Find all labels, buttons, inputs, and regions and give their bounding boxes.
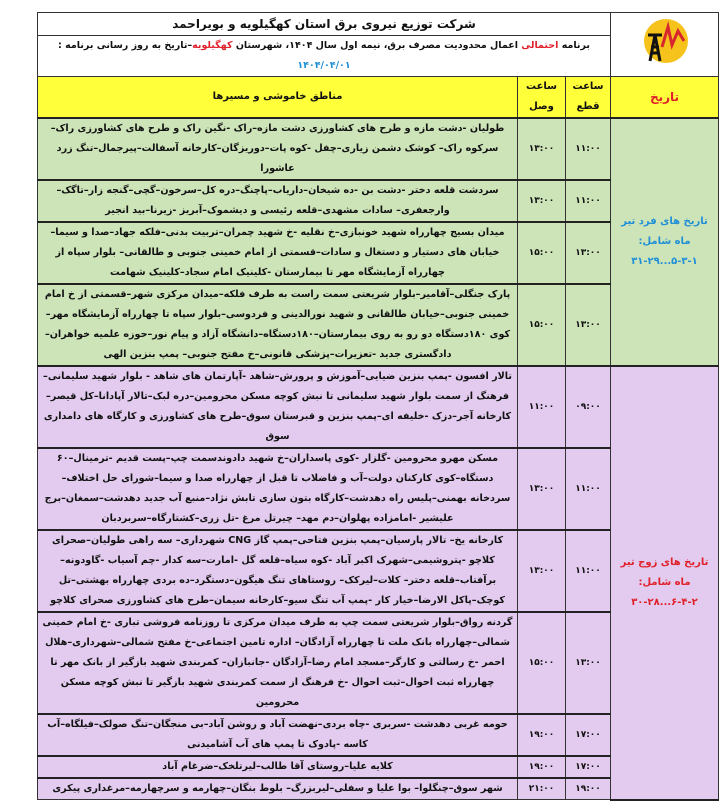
- outage-schedule-table: [37, 12, 719, 801]
- connect-time: ۱۵:۰۰: [518, 222, 566, 284]
- subtitle-highlight: احتمالی: [521, 40, 559, 51]
- areas-text: تالار افسون -پمپ بنزین ضیایی–آموزش و پرورش–شاهد -آپارتمان های شاهد - بلوار شهید سلیمانی–فرهنگ از سمت بلوار شهید سلیمانی تا نبش کوچه مسکن محرومین–دره لبک–تالار آپادانا–کل قیصر–کارخانه آجر–دزک -خلیفه ای–پمپ بنزین و قبرستان سوق–طرح های کشاورزی و کارگاه های دامداری سوق: [38, 366, 518, 448]
- areas-text: طولیان -دشت مازه و طرح های کشاورزی دشت مازه–راک -نگین راک و طرح های کشاورزی راک–سرکوه راک– کوشک دشمن زیاری–چفل -کوه پات–دوریزگان–کارخانه آسفالت–پیرجمال–تنگ زرد عاشورا: [38, 118, 518, 180]
- subtitle-city: کهگیلویه: [192, 40, 233, 51]
- connect-time: ۲۱:۰۰: [518, 778, 566, 800]
- group-dates: ۶-۴-۲...۳۰-۲۸: [631, 596, 698, 608]
- power-tower-logo-icon: [640, 17, 690, 65]
- column-header-areas: مناطق خاموشی و مسیرها: [38, 77, 518, 119]
- areas-text: حومه غربی دهدشت -سربری -چاه بردی–نهضت آباد و روشن آباد–بی منجگان–تنگ صولک–فیلگاه–آب کاسه -پادوک تا پمپ های آب آشامیدنی: [38, 714, 518, 756]
- connect-time: ۱۹:۰۰: [518, 714, 566, 756]
- column-header-connect: ساعت وصل: [518, 77, 566, 119]
- connect-time: ۱۳:۰۰: [518, 530, 566, 612]
- update-date: ۱۴۰۴/۰۴/۰۱: [297, 60, 351, 71]
- subtitle-text: برنامه: [558, 40, 590, 51]
- subtitle-text: اعمال محدودیت مصرف برق، نیمه اول سال ۱۴۰۴، شهرستان: [232, 40, 522, 51]
- areas-text: کلایه علیا–روستای آقا طالب–لیرتلخک–ضرغام آباد: [38, 756, 518, 778]
- connect-time: ۱۱:۰۰: [518, 366, 566, 448]
- connect-time: ۱۵:۰۰: [518, 612, 566, 714]
- group-label: تاریخ های زوج تیر ماه شامل:: [620, 556, 709, 588]
- areas-text: کارخانه یخ– تالار پارسیان–پمپ بنزین فتاحی–پمپ گاز CNG شهرداری– سه راهی طولیان–صحرای کلاچو -پتروشیمی–شهرک اکبر آباد -کوه سیاه–قلعه گل -امارت–سه کدار -چم آسیاب -گاودونه–برآفتاب–قلعه دختر– کلات–لیرکک– روستاهای تنگ هیگون–دستگرد–ده بردی چهارراه بهشتی–تل کوچک–پاکل الارضا–خیار کار -پمپ آب تنگ سیو–کارخانه سیمان–طرح های کشاورزی صحرای کلاچو: [38, 530, 518, 612]
- areas-text: پارک جنگلی–آقامیر–بلوار شریعتی سمت راست به طرف فلکه–میدان مرکزی شهر–قسمتی از خ امام خمینی جنوبی–خیابان طالقانی و شهید نورالدینی و فردوسی–بلوار سپاه تا چهارراه آزمایشگاه مهر–کوی ۱۸۰دستگاه دو رو به روی بیمارستان–۱۸۰دستگاه–دانشگاه آزاد و پیام نور–حوزه علمیه خواهران–دادگستری جدید -تعزیرات–پزشکی قانونی–خ مفتح جنوبی– پمپ بنزین الهی: [38, 284, 518, 366]
- connect-time: ۱۹:۰۰: [518, 756, 566, 778]
- areas-text: میدان بسیج چهارراه شهید خونبازی–خ نقلیه -خ شهید چمران–تربیت بدنی–فلکه جهاد–صدا و سیما–خیابان های دستیار و دستغال و سادات–قسمتی از امام خمینی جنوبی و طالقانی– بلوار سپاه از چهارراه آزمایشگاه مهر تا بیمارستان -کلینیک امام سجاد–کلینیک شهامت: [38, 222, 518, 284]
- cut-time: ۱۳:۰۰: [566, 612, 611, 714]
- table-row: [38, 118, 719, 180]
- cut-time: ۱۹:۰۰: [566, 778, 611, 800]
- areas-text: شهر سوق–چنگلوا– بوا علیا و سفلی–لیربزرگ– بلوط بنگان–چهارمه و سرچهارمه–مرغداری پیکری: [38, 778, 518, 800]
- connect-time: ۱۳:۰۰: [518, 180, 566, 222]
- cut-time: ۱۳:۰۰: [566, 222, 611, 284]
- odd-dates-cell: [611, 118, 719, 366]
- cut-time: ۰۹:۰۰: [566, 366, 611, 448]
- connect-time: ۱۵:۰۰: [518, 284, 566, 366]
- logo-cell: [611, 13, 719, 77]
- cut-time: ۱۱:۰۰: [566, 118, 611, 180]
- column-header-date: تاریخ: [611, 77, 719, 119]
- cut-time: ۱۷:۰۰: [566, 714, 611, 756]
- group-dates: ۵-۳-۱...۳۱-۲۹: [631, 256, 698, 267]
- document-subtitle: [38, 36, 611, 77]
- subtitle-text: –تاریخ به روز رسانی برنامه :: [58, 40, 193, 51]
- connect-time: ۱۳:۰۰: [518, 118, 566, 180]
- connect-time: ۱۳:۰۰: [518, 448, 566, 530]
- areas-text: گردنه رواق–بلوار شریعتی سمت چپ به طرف میدان مرکزی تا روزنامه فروشی تباری -خ امام خمینی شمالی–چهارراه بانک ملت تا چهارراه آزادگان– اداره تامین اجتماعی–خ مفتح شمالی–شهرداری–هلال احمر -خ رسالتی و کارگر–مسجد امام رضا–آزادگان -جانبازان– کمربندی شهید بازگیر از بانک مهر تا چهارراه ثبت احوال–ثبت احوال -خ فرهنگ از سمت کمربندی شهید بازگیر تا نبش کوچه مسکن محرومین: [38, 612, 518, 714]
- table-row: [38, 366, 719, 448]
- areas-text: مسکن مهرو محرومین -گلزار -کوی پاسداران–خ شهید دادوندسمت چپ–پست قدیم -ترمینال–۶۰ دستگاه–کوی کارکنان دولت–آب و فاضلاب تا قبل از چهارراه صدا و سیما–شورای حل اختلاف– سردخانه بهمنی–پلیس راه دهدشت–کارگاه بتون سازی تابش نژاد–منبع آب جدید دهدشت–سمغان–برج علیشیر -امامزاده پهلوان–دم مهد– چیرتل مرغ -تل زری–کشتارگاه–سربردبان: [38, 448, 518, 530]
- cut-time: ۱۱:۰۰: [566, 448, 611, 530]
- document-title: شرکت توزیع نیروی برق استان کهگیلویه و بویراحمد: [38, 13, 611, 36]
- cut-time: ۱۳:۰۰: [566, 284, 611, 366]
- areas-text: سردشت قلعه دختر -دشت بن -ده شیخان–داریاب–پاچنگ–دره کل–سرخون–گچی–گنجه زار–تاگک–وارجعفری– سادات مشهدی–قلعه رئیسی و دیشموک–آبریز -زیرنا–بید انجیر: [38, 180, 518, 222]
- cut-time: ۱۱:۰۰: [566, 180, 611, 222]
- even-dates-cell: [611, 366, 719, 800]
- cut-time: ۱۷:۰۰: [566, 756, 611, 778]
- group-label: تاریخ های فرد تیر ماه شامل:: [621, 216, 708, 247]
- cut-time: ۱۱:۰۰: [566, 530, 611, 612]
- column-header-cut: ساعت قطع: [566, 77, 611, 119]
